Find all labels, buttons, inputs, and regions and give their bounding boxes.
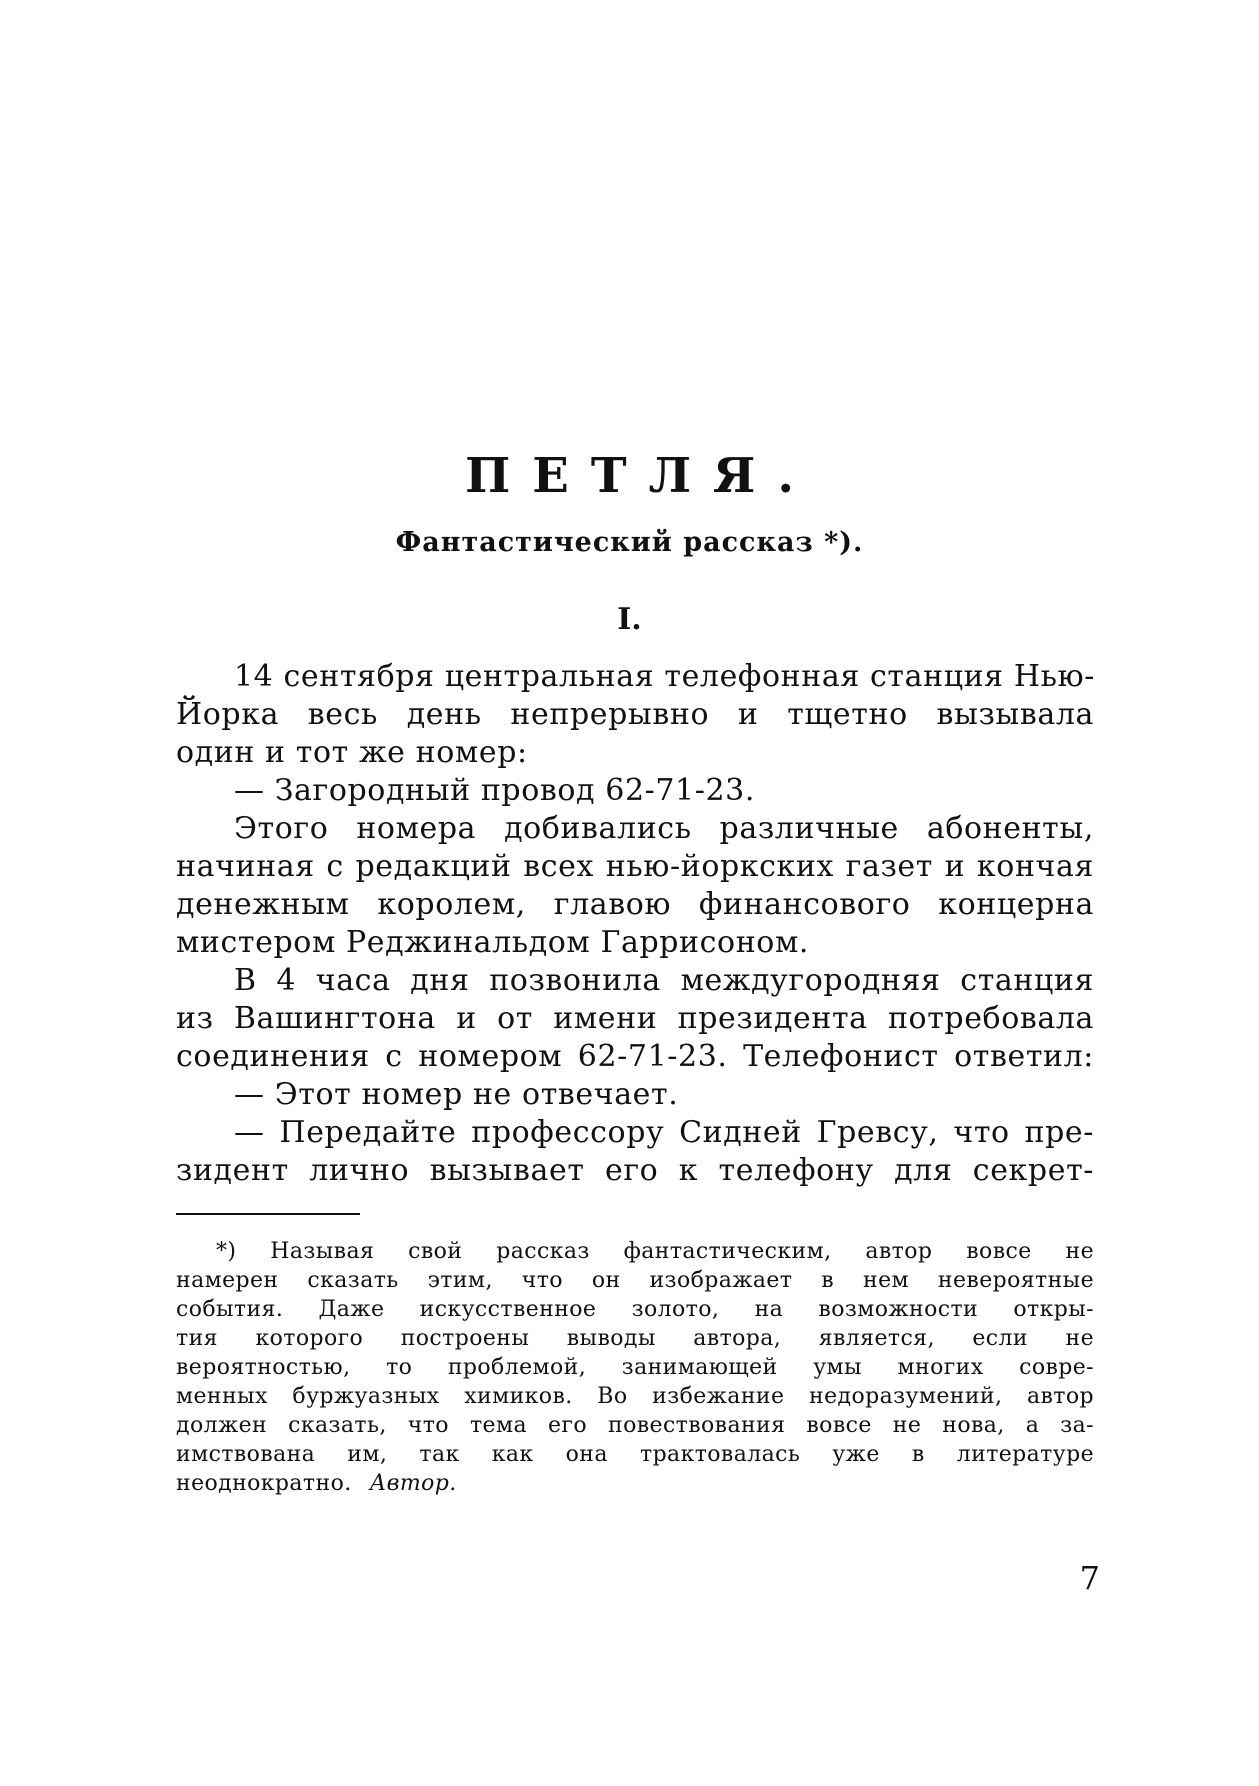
body-line: Йорка весь день непрерывно и тщетно вызывала: [176, 697, 1094, 732]
body-line: зидент лично вызывает его к телефону для секрет-: [176, 1153, 1094, 1188]
body-line: денежным королем, главою финансового концерна: [176, 887, 1094, 922]
body-line: соединения с номером 62-71-23. Телефонист ответил:: [176, 1039, 1094, 1074]
footnote-line: события. Даже искусственное золото, на возможности откры-: [176, 1297, 1094, 1322]
page-number: 7: [1079, 1559, 1100, 1597]
body-line: мистером Реджинальдом Гаррисоном.: [176, 925, 810, 960]
footnote-line: вероятностью, то проблемой, занимающей умы многих совре-: [176, 1355, 1094, 1380]
chapter-number: I.: [617, 602, 642, 637]
body-line: — Передайте профессору Сидней Гревсу, что пре-: [234, 1115, 1094, 1150]
body-line: 14 сентября центральная телефонная станция Нью-: [234, 659, 1095, 694]
footnote-line: менных буржуазных химиков. Во избежание недоразумений, автор: [176, 1384, 1094, 1409]
body-line: один и тот же номер:: [176, 735, 528, 770]
footnote-line: неоднократно.: [176, 1471, 352, 1496]
footnote-signature: Автор.: [369, 1471, 457, 1496]
footnote-line: *) Называя свой рассказ фантастическим, автор вовсе не: [216, 1239, 1094, 1264]
story-title: ПЕТЛЯ.: [464, 448, 817, 504]
body-line: из Вашингтона и от имени президента потребовала: [176, 1001, 1094, 1036]
footnote: [176, 1237, 1094, 1498]
footnote-line: должен сказать, что тема его повествования вовсе не нова, а за-: [176, 1413, 1094, 1438]
body-line: В 4 часа дня позвонила междугородняя станция: [234, 963, 1094, 998]
body-line: начиная с редакций всех нью-йоркских газет и кончая: [176, 849, 1094, 884]
footnote-divider: [176, 1213, 360, 1215]
footnote-line: тия которого построены выводы автора, является, если не: [176, 1326, 1094, 1351]
body-line: — Этот номер не отвечает.: [234, 1077, 679, 1112]
footnote-line: намерен сказать этим, что он изображает в нем невероятные: [176, 1268, 1094, 1293]
body-text: [176, 658, 1094, 1190]
body-line: Этого номера добивались различные абоненты,: [234, 811, 1094, 846]
story-subtitle: Фантастический рассказ *).: [395, 527, 864, 558]
footnote-line: имствована им, так как она трактовалась уже в литературе: [176, 1442, 1094, 1467]
body-line: — Загородный провод 62-71-23.: [234, 773, 755, 808]
footnote-last-line: [176, 1469, 1094, 1498]
